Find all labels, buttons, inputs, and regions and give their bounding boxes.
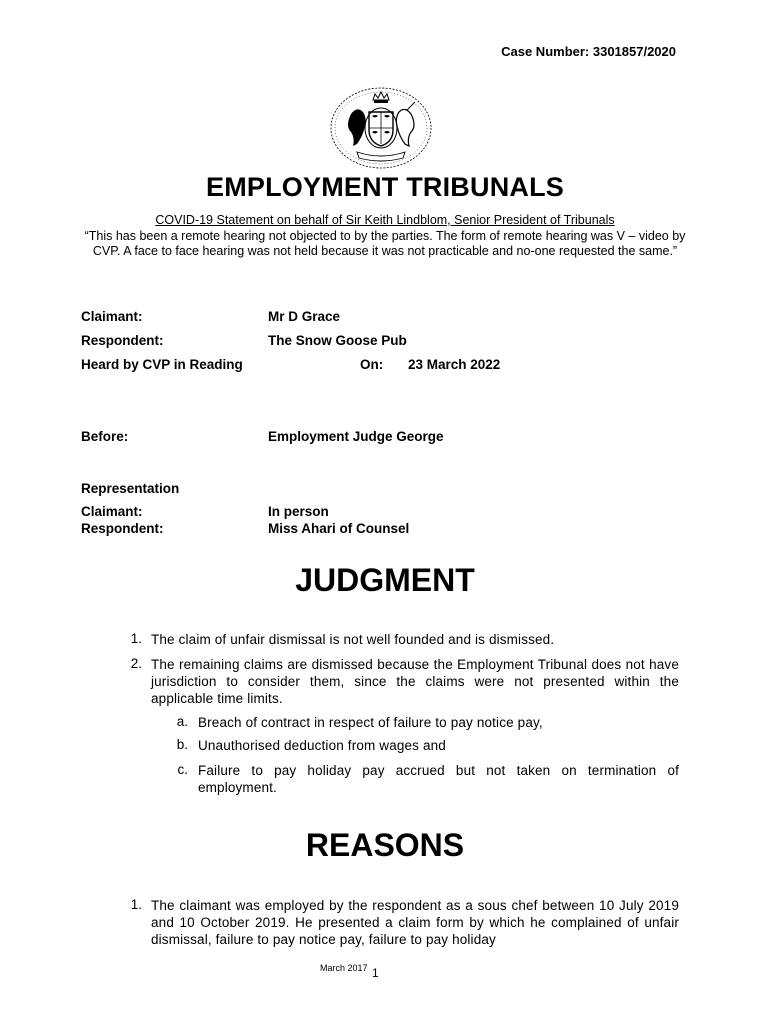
reasons-item-number: 1. xyxy=(130,897,142,912)
judgment-heading: JUDGMENT xyxy=(295,562,475,598)
judgment-item: The claim of unfair dismissal is not well founded and is dismissed. xyxy=(151,632,555,647)
covid-statement-heading: COVID-19 Statement on behalf of Sir Keith Lindblom, Senior President of Tribunals xyxy=(155,213,615,227)
judgment-item-number: 2. xyxy=(130,656,142,671)
respondent-value: The Snow Goose Pub xyxy=(268,333,407,348)
representation-respondent-value: Miss Ahari of Counsel xyxy=(268,521,410,536)
representation-respondent-label: Respondent: xyxy=(81,521,164,536)
page-title: EMPLOYMENT TRIBUNALS xyxy=(206,172,564,202)
judgment-item-number: 1. xyxy=(130,631,142,646)
covid-statement-body: “This has been a remote hearing not objected to by the parties. The form of remote hearing was V – video by CVP. A face to face hearing was not held because it was not practicable and no-one requested the same.” xyxy=(84,228,686,258)
case-number: Case Number: 3301857/2020 xyxy=(501,44,676,59)
hearing-date-label: On: xyxy=(360,357,384,372)
heard-by-label: Heard by CVP in Reading xyxy=(81,357,243,372)
claimant-label: Claimant: xyxy=(81,309,143,324)
representation-claimant-value: In person xyxy=(268,504,329,519)
footer-date: March 2017 xyxy=(320,963,368,973)
judgment-subitem: Unauthorised deduction from wages and xyxy=(198,738,446,753)
reasons-item: The claimant was employed by the respondent as a sous chef between 10 July 2019 and 10 October 2019. He presented a claim form by which he complained of unfair dismissal, failure to pay notice pay, failure to pay holiday xyxy=(151,898,679,947)
judgment-subitem-letter: c. xyxy=(177,762,188,777)
royal-coat-of-arms-emblem xyxy=(329,86,433,170)
representation-claimant-label: Claimant: xyxy=(81,504,143,519)
page-number: 1 xyxy=(372,966,379,980)
covid-statement xyxy=(78,213,692,260)
judgment-subitem: Failure to pay holiday pay accrued but not taken on termination of employment. xyxy=(198,763,679,795)
judgment-item: The remaining claims are dismissed because the Employment Tribunal does not have jurisdiction to consider them, since the claims were not presented within the applicable time limits. xyxy=(151,657,679,706)
judge-name: Employment Judge George xyxy=(268,429,444,444)
judgment-subitem-letter: b. xyxy=(176,737,188,752)
claimant-value: Mr D Grace xyxy=(268,309,341,324)
reasons-heading: REASONS xyxy=(305,827,465,863)
representation-heading: Representation xyxy=(81,481,180,496)
respondent-label: Respondent: xyxy=(81,333,164,348)
judgment-subitem-letter: a. xyxy=(176,714,188,729)
judgment-subitem: Breach of contract in respect of failure to pay notice pay, xyxy=(198,715,543,730)
hearing-date-value: 23 March 2022 xyxy=(408,357,501,372)
before-label: Before: xyxy=(81,429,129,444)
